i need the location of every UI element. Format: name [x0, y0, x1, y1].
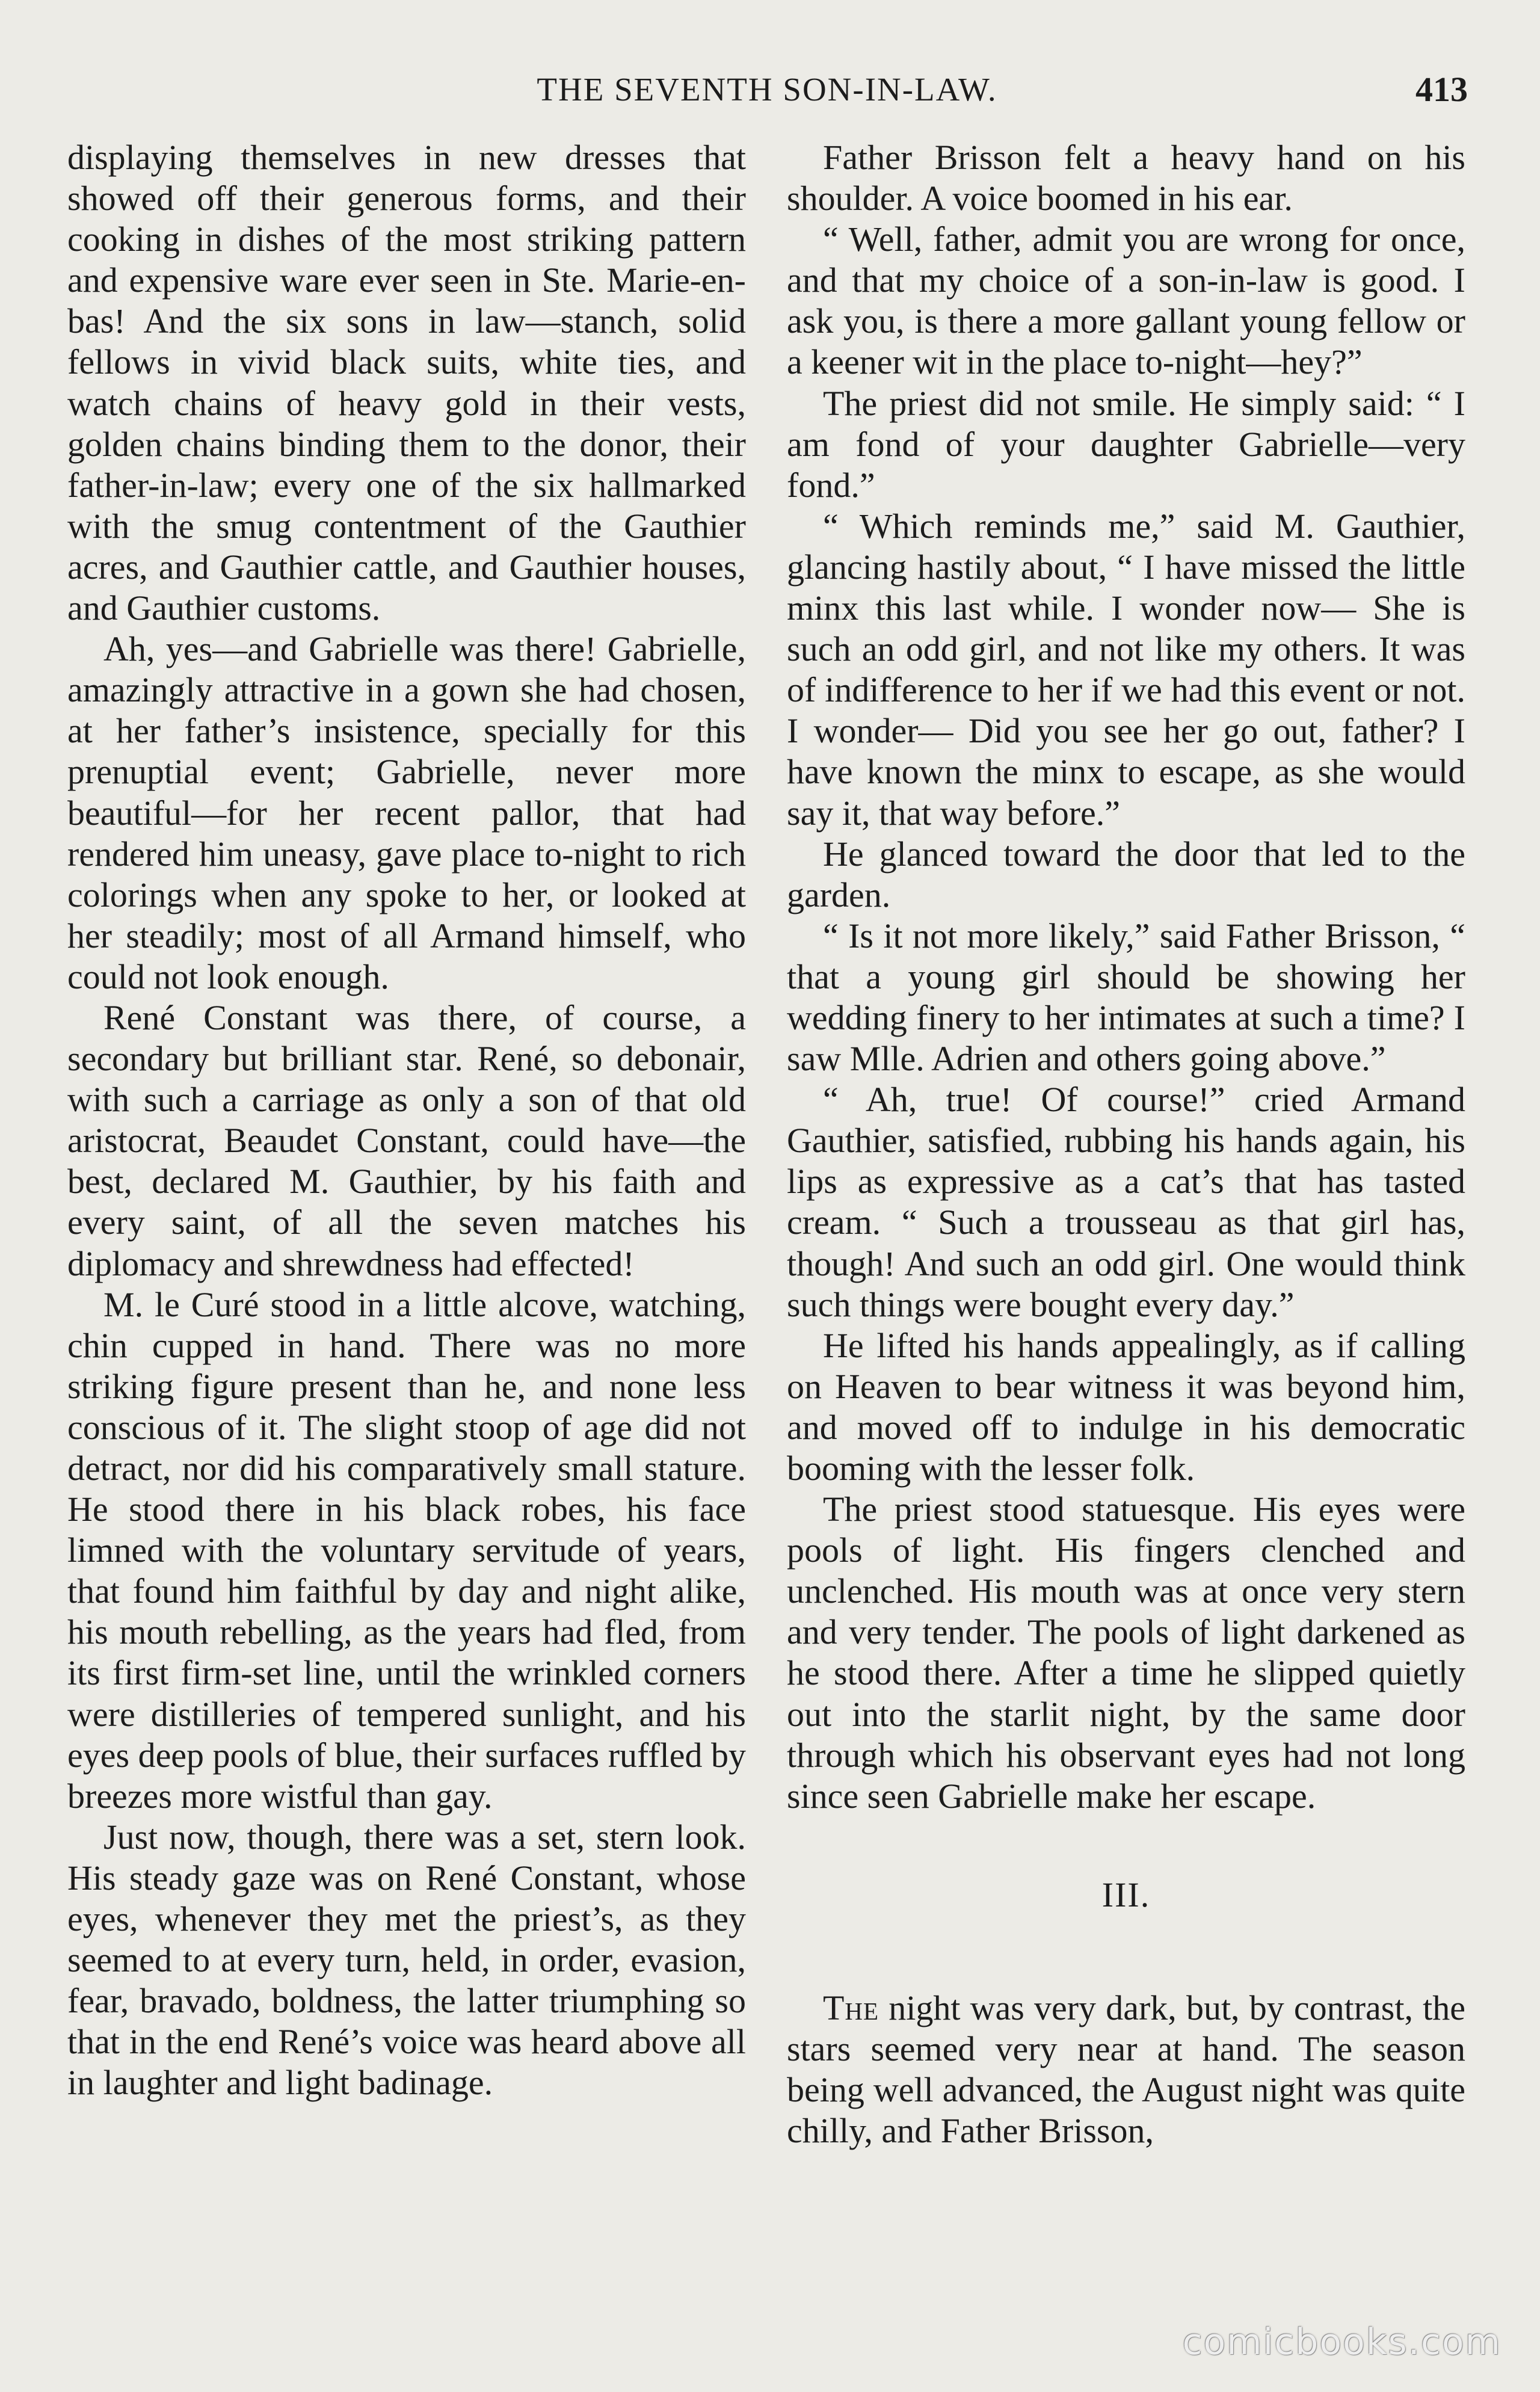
paragraph: displaying themselves in new dresses that showed off their generous forms, and their cooking in dishes of the most striking pattern and expensive ware ever seen in Ste. Marie-en-bas! And the six sons in law—stanch, solid fellows in vivid black suits, white ties, and watch chains of heavy gold in their vests, golden chains binding them to the donor, their father-in-law; every one of the six hallmarked with the smug contentment of the Gauthier acres, and Gauthier cattle, and Gauthier houses, and Gauthier customs.: [67, 138, 746, 628]
paragraph: “ Well, father, admit you are wrong for once, and that my choice of a son-in-law is good. I ask you, is there a more gallant young fellow or a keener wit in the place to-night—hey?”: [787, 220, 1465, 382]
opening-text: night was very dark, but, by contrast, the stars seemed very near at hand. The season being well advanced, the August night was quite chilly, and Father Brisson,: [787, 1988, 1465, 2151]
left-column: [67, 137, 746, 2104]
page-number: 413: [1415, 70, 1468, 109]
section-heading: III.: [1101, 1875, 1151, 1914]
paragraph: “ Which reminds me,” said M. Gauthier, glancing hastily about, “ I have missed the little minx this last while. I wonder now— She is such an odd girl, and not like my others. It was of indifference to her if we had this event or not. I wonder— Did you see her go out, father? I have known the minx to escape, as she would say it, that way before.”: [787, 506, 1465, 833]
right-column: [787, 137, 1465, 2151]
paragraph: “ Is it not more likely,” said Father Brisson, “ that a young girl should be showing her wedding finery to her intimates at such a time? I saw Mlle. Adrien and others going above.”: [787, 916, 1465, 1079]
paragraph: The priest stood statuesque. His eyes were pools of light. His fingers clenched and unclenched. His mouth was at once very stern and very tender. The pools of light darkened as he stood there. After a time he slipped quietly out into the starlit night, by the same door through which his observant eyes had not long since seen Gabrielle make her escape.: [787, 1490, 1465, 1816]
paragraph: He lifted his hands appealingly, as if calling on Heaven to bear witness it was beyond him, and moved off to indulge in his democratic booming with the lesser folk.: [787, 1325, 1465, 1488]
paragraph: “ Ah, true! Of course!” cried Armand Gauthier, satisfied, rubbing his hands again, his lips as expressive as a cat’s that has tasted cream. “ Such a trousseau as that girl has, though! And such an odd girl. One would think such things were bought every day.”: [787, 1080, 1465, 1324]
running-title: THE SEVENTH SON-IN-LAW.: [537, 71, 997, 108]
paragraph: M. le Curé stood in a little alcove, watching, chin cupped in hand. There was no more striking figure present than he, and none less conscious of it. The slight stoop of age did not detract, nor did his comparatively small stature. He stood there in his black robes, his face limned with the voluntary servitude of years, that found him faithful by day and night alike, his mouth rebelling, as the years had fled, from its first firm-set line, until the wrinkled corners were distilleries of tempered sunlight, and his eyes deep pools of blue, their surfaces ruffled by breezes more wistful than gay.: [67, 1284, 746, 1816]
paragraph: Just now, though, there was a set, stern look. His steady gaze was on René Constant, whose eyes, whenever they met the priest’s, as they seemed to at every turn, held, in order, evasion, fear, bravado, boldness, the latter triumphing so that in the end René’s voice was heard above all in laughter and light badinage.: [67, 1817, 746, 2103]
paragraph: Father Brisson felt a heavy hand on his shoulder. A voice boomed in his ear.: [787, 138, 1465, 218]
paragraph: He glanced toward the door that led to the garden.: [787, 834, 1465, 914]
paragraph: The priest did not smile. He simply said: “ I am fond of your daughter Gabrielle—very fond.”: [787, 383, 1465, 505]
paragraph: René Constant was there, of course, a secondary but brilliant star. René, so debonair, with such a carriage as only a son of that old aristocrat, Beaudet Constant, could have—the best, declared M. Gauthier, by his faith and every saint, of all the seven matches his diplomacy and shrewdness had effected!: [67, 997, 746, 1283]
watermark: comicbooks.com: [1182, 2321, 1502, 2363]
paragraph: Ah, yes—and Gabrielle was there! Gabrielle, amazingly attractive in a gown she had chosen, at her father’s insistence, specially for this prenuptial event; Gabrielle, never more beautiful—for her recent pallor, that had rendered him uneasy, gave place to-night to rich colorings when any spoke to her, or looked at her steadily; most of all Armand himself, who could not look enough.: [67, 629, 746, 996]
section-opening-paragraph: [787, 1988, 1465, 2151]
opening-word: The: [823, 1988, 879, 2027]
running-head: [66, 63, 1468, 117]
